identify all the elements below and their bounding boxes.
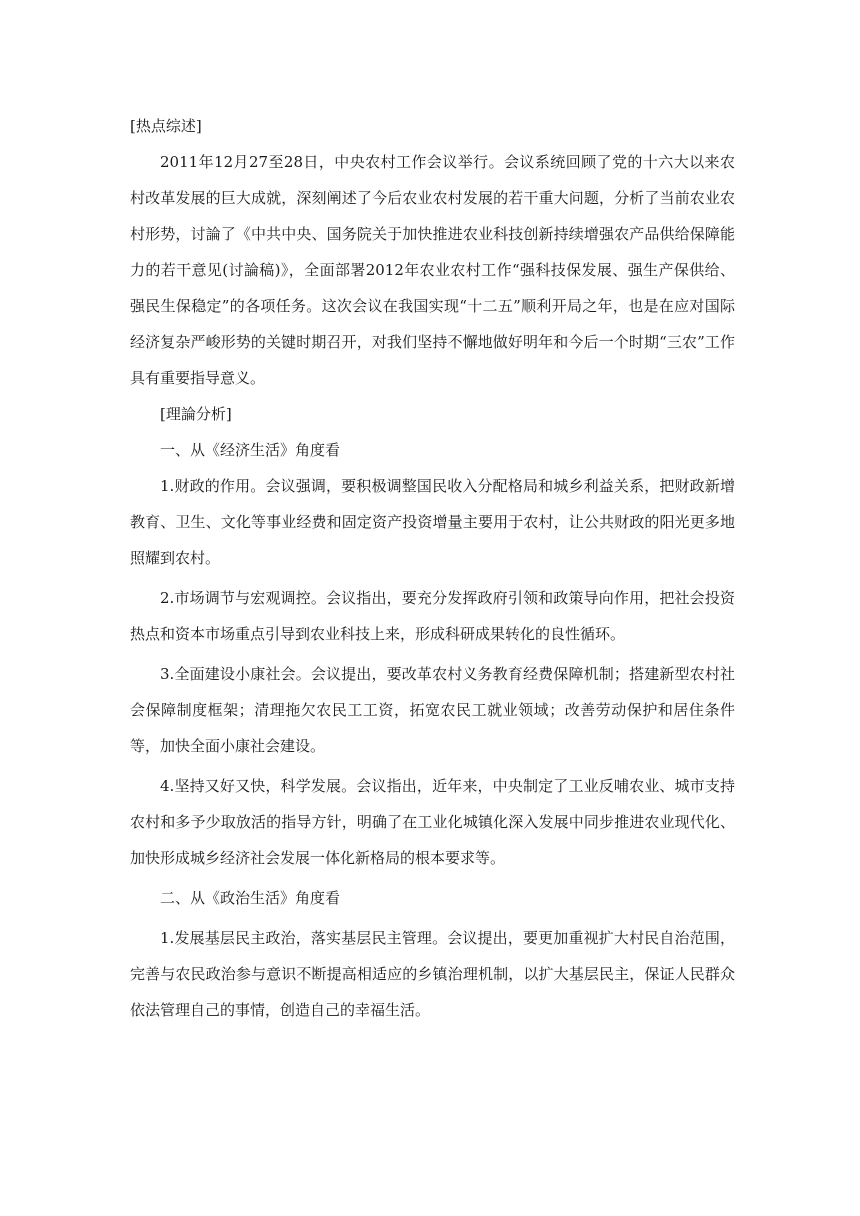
economics-heading: 一、从《经济生活》角度看 <box>160 441 341 459</box>
econ-item-2: 2.市场调节与宏观调控。会议指出，要充分发挥政府引领和政策导向作用，把社会投资热点和资本市场重点引导到农业科技上来，形成科研成果转化的良性循环。 <box>130 589 735 643</box>
politics-heading: 二、从《政治生活》角度看 <box>160 889 341 907</box>
econ-item-4: 4.坚持又好又快，科学发展。会议指出，近年来，中央制定了工业反哺农业、城市支持农村和多予少取放活的指导方针，明确了在工业化城镇化深入发展中同步推进农业现代化、加快形成城乡经济社会发展一体化新格局的根本要求等。 <box>130 777 735 867</box>
politics-item-1: 1.发展基层民主政治，落实基层民主管理。会议提出，要更加重视扩大村民自治范围，完善与农民政治参与意识不断提高相适应的乡镇治理机制，以扩大基层民主，保证人民群众依法管理自己的事情，创造自己的幸福生活。 <box>130 929 735 1019</box>
econ-item-3: 3.全面建设小康社会。会议提出，要改革农村义务教育经费保障机制；搭建新型农村社会保障制度框架；清理拖欠农民工工资，拓宽农民工就业领域；改善劳动保护和居住条件等，加快全面小康社会建设。 <box>130 665 735 755</box>
theory-label: [理論分析] <box>160 405 232 423</box>
hot-topic-paragraph: 2011年12月27至28日，中央农村工作会议举行。会议系统回顾了党的十六大以来农村改革发展的巨大成就，深刻阐述了今后农业农村发展的若干重大问题，分析了当前农业农村形势，讨論了《中共中央、国务院关于加快推进农业科技创新持续增强农产品供给保障能力的若干意见(讨論稿)》，全面部署2012年农业农村工作“强科技保发展、强生产保供给、强民生保稳定”的各项任务。这次会议在我国实现“十二五”顺利开局之年，也是在应对国际经济复杂严峻形势的关键时期召开，对我们坚持不懈地做好明年和今后一个时期“三农”工作具有重要指导意义。 <box>130 153 735 387</box>
econ-item-1: 1.财政的作用。会议强调，要积极调整国民收入分配格局和城乡利益关系，把财政新增教育、卫生、文化等事业经费和固定资产投资增量主要用于农村，让公共财政的阳光更多地照耀到农村。 <box>130 477 735 567</box>
hot-topic-label: [热点综述] <box>130 117 202 135</box>
document-page <box>130 108 735 1028</box>
